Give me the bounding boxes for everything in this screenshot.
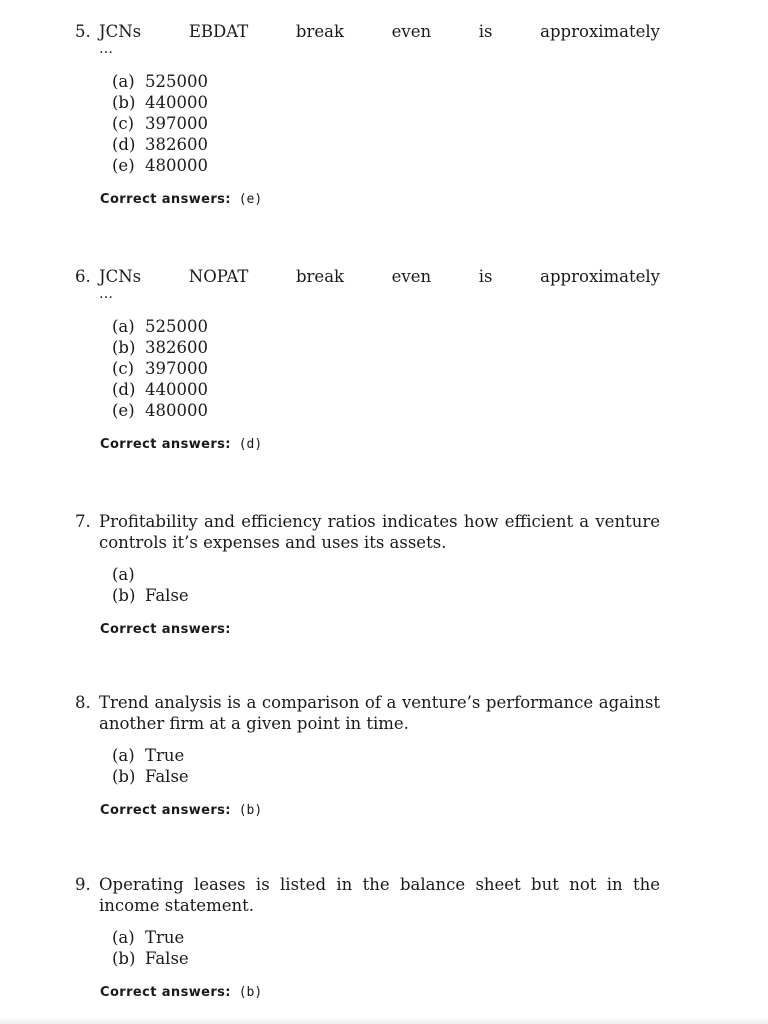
option-text: 397000 bbox=[145, 114, 208, 133]
question-stem-row bbox=[75, 21, 660, 42]
option-text: True bbox=[145, 928, 185, 947]
option-text: 440000 bbox=[145, 93, 208, 112]
option-text: False bbox=[145, 949, 189, 968]
question-6 bbox=[75, 266, 660, 454]
option-e[interactable] bbox=[112, 155, 660, 176]
option-label: (a) bbox=[112, 928, 135, 947]
stem-word: is bbox=[478, 267, 493, 286]
option-b[interactable] bbox=[112, 585, 660, 606]
answer-label: Correct answers: bbox=[100, 985, 231, 1000]
answer-value: (b) bbox=[238, 803, 263, 818]
option-d[interactable] bbox=[112, 379, 660, 400]
option-text: 440000 bbox=[145, 380, 208, 399]
question-9 bbox=[75, 874, 660, 1002]
stem-word: JCNs bbox=[99, 267, 142, 286]
question-number: 8. bbox=[75, 693, 91, 712]
stem-word: NOPAT bbox=[188, 267, 249, 286]
option-b[interactable] bbox=[112, 766, 660, 787]
option-a[interactable] bbox=[112, 927, 660, 948]
option-e[interactable] bbox=[112, 400, 660, 421]
question-number: 6. bbox=[75, 267, 91, 286]
option-label: (e) bbox=[112, 401, 135, 420]
correct-answer bbox=[100, 802, 660, 820]
option-text: True bbox=[145, 746, 185, 765]
option-label: (a) bbox=[112, 72, 135, 91]
option-text: 397000 bbox=[145, 359, 208, 378]
option-label: (b) bbox=[112, 93, 136, 112]
question-stem bbox=[99, 266, 660, 287]
option-list bbox=[112, 71, 660, 176]
option-label: (b) bbox=[112, 586, 136, 605]
option-text: False bbox=[145, 767, 189, 786]
answer-label: Correct answers: bbox=[100, 437, 231, 452]
option-label: (c) bbox=[112, 114, 135, 133]
option-text: False bbox=[145, 586, 189, 605]
question-5 bbox=[75, 21, 660, 209]
question-stem-row bbox=[75, 266, 660, 287]
option-list bbox=[112, 564, 660, 606]
option-text: 382600 bbox=[145, 135, 208, 154]
option-label: (e) bbox=[112, 156, 135, 175]
correct-answer bbox=[100, 621, 660, 639]
option-b[interactable] bbox=[112, 948, 660, 969]
question-number: 9. bbox=[75, 875, 91, 894]
answer-label: Correct answers: bbox=[100, 622, 231, 637]
stem-word: approximately bbox=[540, 22, 660, 41]
option-list bbox=[112, 927, 660, 969]
stem-word: break bbox=[295, 22, 344, 41]
correct-answer bbox=[100, 191, 660, 209]
question-number: 7. bbox=[75, 512, 91, 531]
option-text: 525000 bbox=[145, 317, 208, 336]
option-a[interactable] bbox=[112, 316, 660, 337]
correct-answer bbox=[100, 436, 660, 454]
option-text: 480000 bbox=[145, 401, 208, 420]
question-stem: Profitability and efficiency ratios indicates how efficient a venture controls it’s expenses and uses its assets. bbox=[99, 512, 660, 552]
answer-label: Correct answers: bbox=[100, 192, 231, 207]
option-d[interactable] bbox=[112, 134, 660, 155]
stem-word: EBDAT bbox=[188, 22, 249, 41]
option-a[interactable] bbox=[112, 71, 660, 92]
question-stem-row bbox=[75, 874, 660, 916]
question-8 bbox=[75, 692, 660, 820]
option-label: (a) bbox=[112, 317, 135, 336]
option-label: (a) bbox=[112, 565, 135, 584]
stem-continuation: … bbox=[99, 41, 113, 57]
option-label: (b) bbox=[112, 949, 136, 968]
stem-word: break bbox=[295, 267, 345, 286]
page-bottom-edge bbox=[0, 1016, 768, 1024]
option-a[interactable] bbox=[112, 564, 660, 585]
option-label: (b) bbox=[112, 338, 136, 357]
option-b[interactable] bbox=[112, 337, 660, 358]
option-text: 525000 bbox=[145, 72, 208, 91]
option-label: (b) bbox=[112, 767, 136, 786]
option-text: 480000 bbox=[145, 156, 208, 175]
option-c[interactable] bbox=[112, 358, 660, 379]
stem-word: is bbox=[478, 22, 493, 41]
stem-continuation: … bbox=[99, 286, 113, 302]
question-stem bbox=[99, 21, 660, 42]
stem-word: approximately bbox=[540, 267, 660, 286]
answer-label: Correct answers: bbox=[100, 803, 231, 818]
option-label: (d) bbox=[112, 380, 136, 399]
option-label: (a) bbox=[112, 746, 135, 765]
option-list bbox=[112, 316, 660, 421]
option-label: (c) bbox=[112, 359, 135, 378]
option-c[interactable] bbox=[112, 113, 660, 134]
stem-word: even bbox=[391, 22, 432, 41]
stem-word: JCNs bbox=[99, 22, 142, 41]
question-stem: Trend analysis is a comparison of a venture’s performance against another firm at a given point in time. bbox=[99, 693, 660, 733]
answer-value: (e) bbox=[238, 192, 263, 207]
correct-answer bbox=[100, 984, 660, 1002]
question-stem-row bbox=[75, 511, 660, 553]
question-stem-row bbox=[75, 692, 660, 734]
option-a[interactable] bbox=[112, 745, 660, 766]
answer-value: (b) bbox=[238, 985, 263, 1000]
option-b[interactable] bbox=[112, 92, 660, 113]
option-label: (d) bbox=[112, 135, 136, 154]
option-text: 382600 bbox=[145, 338, 208, 357]
question-number: 5. bbox=[75, 22, 91, 41]
stem-word: even bbox=[391, 267, 432, 286]
question-stem: Operating leases is listed in the balance sheet but not in the income statement. bbox=[99, 875, 660, 915]
answer-value: (d) bbox=[238, 437, 263, 452]
option-list bbox=[112, 745, 660, 787]
question-7 bbox=[75, 511, 660, 639]
